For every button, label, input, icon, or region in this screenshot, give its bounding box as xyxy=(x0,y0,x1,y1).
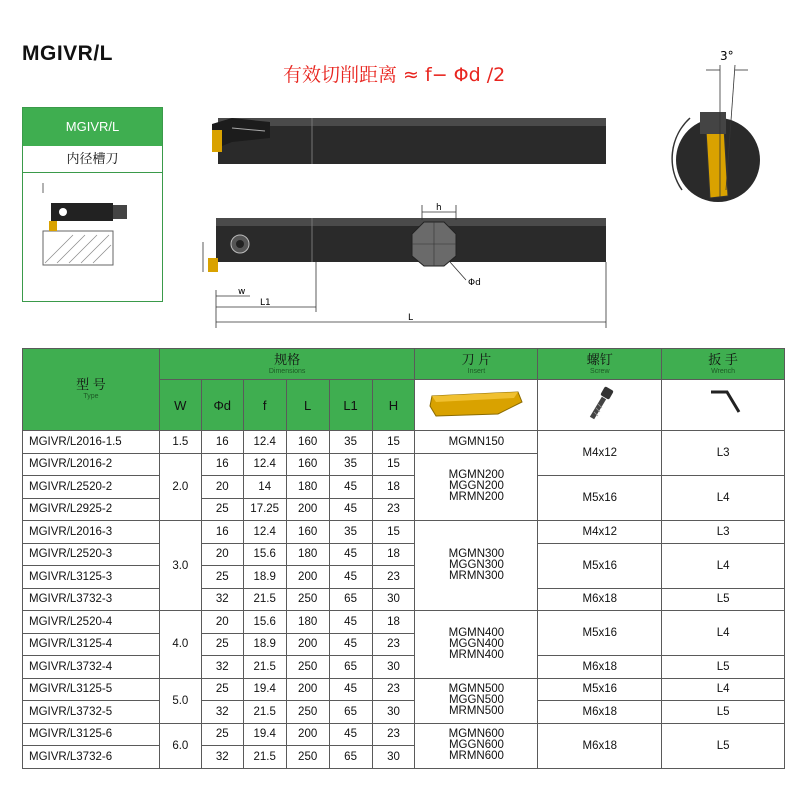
cell-phi-d: 16 xyxy=(201,431,243,454)
cell-f: 19.4 xyxy=(243,678,286,701)
screw-group: M6x18 xyxy=(538,701,662,724)
cell-f: 18.9 xyxy=(243,566,286,589)
dim-l1-label: L1 xyxy=(260,298,271,308)
spec-table xyxy=(22,348,785,769)
cell-l1: 45 xyxy=(329,678,372,701)
cell-l: 160 xyxy=(286,453,329,476)
cell-l: 250 xyxy=(286,701,329,724)
screw-group: M6x18 xyxy=(538,588,662,611)
insert-group: MGMN150 xyxy=(415,431,538,454)
cell-h: 23 xyxy=(372,498,415,521)
header-type-label: 型 号 xyxy=(76,377,106,392)
insert-code: MRMN600 xyxy=(448,750,504,762)
insert-code: MGGN200 xyxy=(448,480,504,493)
header-wrench-label: 扳 手 xyxy=(708,351,738,367)
w-group: 3.0 xyxy=(159,521,201,611)
cell-l1: 45 xyxy=(329,611,372,634)
cell-h: 15 xyxy=(372,431,415,454)
cell-phi-d: 16 xyxy=(201,521,243,544)
row-type: MGIVR/L3125-5 xyxy=(23,678,160,701)
angle-label: 3° xyxy=(720,49,734,63)
cell-l: 180 xyxy=(286,611,329,634)
cell-f: 17.25 xyxy=(243,498,286,521)
tool-drawings xyxy=(0,0,800,345)
insert-code: MGMN400 xyxy=(448,626,505,639)
header-spec xyxy=(159,349,415,380)
wrench-group: L5 xyxy=(662,723,785,768)
cell-phi-d: 25 xyxy=(201,678,243,701)
cell-phi-d: 32 xyxy=(201,588,243,611)
cell-l: 200 xyxy=(286,566,329,589)
cell-phi-d: 20 xyxy=(201,543,243,566)
cell-l1: 45 xyxy=(329,723,372,746)
row-type: MGIVR/L3125-4 xyxy=(23,633,160,656)
cell-l: 250 xyxy=(286,588,329,611)
cell-l: 200 xyxy=(286,633,329,656)
label-box-name: 内径槽刀 xyxy=(23,146,162,173)
header-wrench xyxy=(662,349,785,380)
cell-phi-d: 25 xyxy=(201,498,243,521)
header-insert-label: 刀 片 xyxy=(461,351,492,367)
cell-h: 18 xyxy=(372,476,415,499)
cell-phi-d: 20 xyxy=(201,476,243,499)
col-h: H xyxy=(372,380,415,431)
col-l: L xyxy=(286,380,329,431)
wrench-image xyxy=(662,380,785,431)
screw-image xyxy=(538,380,662,431)
effective-cutting-formula: 有效切削距离 ≈ f− Φd /2 xyxy=(283,64,506,86)
header-spec-label: 规格 xyxy=(274,351,301,367)
wrench-group: L4 xyxy=(662,611,785,656)
header-insert xyxy=(415,349,538,380)
cell-l1: 45 xyxy=(329,633,372,656)
cell-l1: 65 xyxy=(329,588,372,611)
screw-group: M5x16 xyxy=(538,611,662,656)
row-type: MGIVR/L3732-6 xyxy=(23,746,160,769)
screw-group: M6x18 xyxy=(538,656,662,679)
cell-f: 15.6 xyxy=(243,543,286,566)
row-type: MGIVR/L3732-4 xyxy=(23,656,160,679)
cell-f: 12.4 xyxy=(243,431,286,454)
screw-group: M5x16 xyxy=(538,476,662,521)
insert-image xyxy=(415,380,538,431)
insert-code: MGMN200 xyxy=(448,469,505,482)
insert-group xyxy=(415,678,538,723)
cell-l1: 65 xyxy=(329,656,372,679)
cross-section-view xyxy=(672,65,760,202)
header-wrench-en: Wrench xyxy=(711,367,736,375)
cell-l: 250 xyxy=(286,746,329,769)
insert-code: MGGN300 xyxy=(448,559,504,571)
cell-h: 23 xyxy=(372,566,415,589)
cell-l: 200 xyxy=(286,678,329,701)
row-type: MGIVR/L3732-5 xyxy=(23,701,160,724)
cell-h: 15 xyxy=(372,453,415,476)
dim-w-label: w xyxy=(238,287,246,297)
header-spec-en: Dimensions xyxy=(268,367,306,375)
cell-f: 21.5 xyxy=(243,656,286,679)
cell-l1: 45 xyxy=(329,543,372,566)
cell-l: 200 xyxy=(286,723,329,746)
insert-code: MGGN400 xyxy=(448,637,504,650)
row-type: MGIVR/L2925-2 xyxy=(23,498,160,521)
boring-bar-side-view xyxy=(212,118,606,164)
header-screw-label: 螺钉 xyxy=(586,351,613,367)
cell-phi-d: 32 xyxy=(201,746,243,769)
insert-code: MRMN300 xyxy=(448,570,504,582)
cell-h: 30 xyxy=(372,746,415,769)
header-insert-en: Insert xyxy=(467,367,486,375)
row-type: MGIVR/L2016-1.5 xyxy=(23,431,160,454)
cell-l1: 45 xyxy=(329,566,372,589)
header-type xyxy=(23,349,160,431)
row-type: MGIVR/L2016-2 xyxy=(23,453,160,476)
header-screw-en: Screw xyxy=(590,367,610,375)
cell-f: 18.9 xyxy=(243,633,286,656)
dim-l-label: L xyxy=(408,313,414,323)
screw-group: M5x16 xyxy=(538,543,662,588)
cell-l1: 45 xyxy=(329,476,372,499)
cell-phi-d: 16 xyxy=(201,453,243,476)
insert-icon xyxy=(426,386,526,422)
row-type: MGIVR/L2016-3 xyxy=(23,521,160,544)
col-l1: L1 xyxy=(329,380,372,431)
row-type: MGIVR/L2520-4 xyxy=(23,611,160,634)
cell-l: 160 xyxy=(286,431,329,454)
wrench-group: L4 xyxy=(662,543,785,588)
cell-h: 23 xyxy=(372,633,415,656)
cell-h: 30 xyxy=(372,656,415,679)
cell-phi-d: 32 xyxy=(201,701,243,724)
col-w: W xyxy=(159,380,201,431)
screw-group: M5x16 xyxy=(538,678,662,701)
wrench-group: L5 xyxy=(662,701,785,724)
row-type: MGIVR/L3125-3 xyxy=(23,566,160,589)
wrench-group: L4 xyxy=(662,678,785,701)
insert-code: MRMN500 xyxy=(448,705,504,717)
w-group: 6.0 xyxy=(159,723,201,768)
page-title: MGIVR/L xyxy=(22,42,113,65)
cell-phi-d: 25 xyxy=(201,723,243,746)
cell-h: 23 xyxy=(372,678,415,701)
insert-code: MGGN500 xyxy=(448,694,504,706)
insert-code: MGGN600 xyxy=(448,739,504,751)
dim-phi-label: Φd xyxy=(468,278,481,288)
w-group: 1.5 xyxy=(159,431,201,454)
cell-l1: 65 xyxy=(329,746,372,769)
cell-h: 30 xyxy=(372,588,415,611)
row-type: MGIVR/L2520-3 xyxy=(23,543,160,566)
wrench-group: L5 xyxy=(662,656,785,679)
cell-phi-d: 20 xyxy=(201,611,243,634)
cell-l: 180 xyxy=(286,543,329,566)
screw-group: M4x12 xyxy=(538,521,662,544)
insert-code: MRMN200 xyxy=(448,491,504,504)
screw-group: M4x12 xyxy=(538,431,662,476)
insert-code: MGMN500 xyxy=(448,683,505,695)
cell-h: 18 xyxy=(372,611,415,634)
cell-l1: 35 xyxy=(329,431,372,454)
cell-l: 200 xyxy=(286,498,329,521)
w-group: 5.0 xyxy=(159,678,201,723)
cell-h: 23 xyxy=(372,723,415,746)
insert-group xyxy=(415,611,538,679)
screw-group: M6x18 xyxy=(538,723,662,768)
cell-phi-d: 32 xyxy=(201,656,243,679)
cell-phi-d: 25 xyxy=(201,633,243,656)
boring-bar-top-view xyxy=(208,218,606,272)
cell-phi-d: 25 xyxy=(201,566,243,589)
col-f: f xyxy=(243,380,286,431)
insert-code: MGMN300 xyxy=(448,548,505,560)
cell-f: 21.5 xyxy=(243,701,286,724)
label-box-code: MGIVR/L xyxy=(23,108,162,146)
cell-l1: 65 xyxy=(329,701,372,724)
cell-f: 21.5 xyxy=(243,588,286,611)
wrench-group: L3 xyxy=(662,521,785,544)
row-type: MGIVR/L2520-2 xyxy=(23,476,160,499)
insert-group xyxy=(415,453,538,521)
cell-h: 18 xyxy=(372,543,415,566)
cell-f: 12.4 xyxy=(243,453,286,476)
wrench-icon xyxy=(703,384,743,424)
insert-group xyxy=(415,521,538,611)
cell-l1: 35 xyxy=(329,453,372,476)
cell-f: 12.4 xyxy=(243,521,286,544)
header-type-en: Type xyxy=(83,393,99,400)
cell-l: 250 xyxy=(286,656,329,679)
cell-f: 21.5 xyxy=(243,746,286,769)
screw-icon xyxy=(580,384,620,424)
insert-code: MRMN400 xyxy=(448,648,504,661)
w-group: 4.0 xyxy=(159,611,201,679)
header-screw xyxy=(538,349,662,380)
dim-h-label: h xyxy=(436,203,442,213)
cell-l1: 45 xyxy=(329,498,372,521)
cell-h: 30 xyxy=(372,701,415,724)
cell-f: 15.6 xyxy=(243,611,286,634)
cell-f: 19.4 xyxy=(243,723,286,746)
cell-h: 15 xyxy=(372,521,415,544)
insert-code: MGMN600 xyxy=(448,728,505,740)
wrench-group: L5 xyxy=(662,588,785,611)
wrench-group: L4 xyxy=(662,476,785,521)
cell-f: 14 xyxy=(243,476,286,499)
insert-group xyxy=(415,723,538,768)
wrench-group: L3 xyxy=(662,431,785,476)
cell-l: 180 xyxy=(286,476,329,499)
cell-l1: 35 xyxy=(329,521,372,544)
cell-l: 160 xyxy=(286,521,329,544)
col-phi-d: Φd xyxy=(201,380,243,431)
row-type: MGIVR/L3125-6 xyxy=(23,723,160,746)
w-group: 2.0 xyxy=(159,453,201,521)
row-type: MGIVR/L3732-3 xyxy=(23,588,160,611)
